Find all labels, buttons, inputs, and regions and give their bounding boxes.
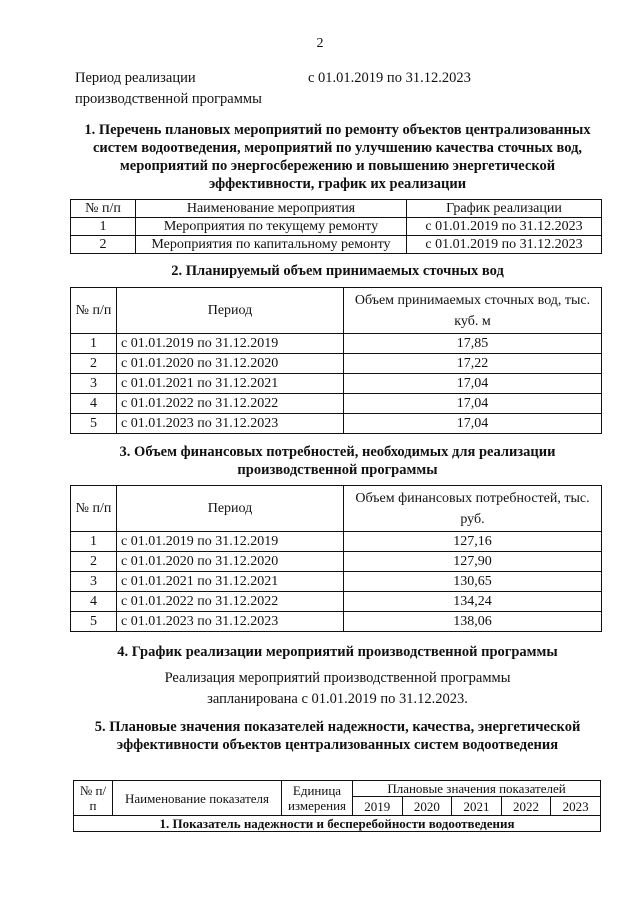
table-row: [71, 612, 602, 632]
table-cell: с 01.01.2019 по 31.12.2019: [117, 532, 344, 552]
table-cell: с 01.01.2019 по 31.12.2019: [117, 334, 344, 354]
table-row: [71, 218, 602, 236]
table-cell: 127,16: [344, 532, 602, 552]
table-cell: 2: [71, 552, 117, 572]
column-header: 2023: [551, 797, 601, 816]
page-number: 2: [316, 36, 324, 51]
table-cell: Мероприятия по капитальному ремонту: [136, 236, 407, 254]
table-cell: 127,90: [344, 552, 602, 572]
column-header: 2021: [452, 797, 502, 816]
column-header: Объем принимаемых сточных вод, тыс. куб. м: [344, 288, 602, 334]
table-cell: с 01.01.2023 по 31.12.2023: [117, 414, 344, 434]
section5-title: 5. Плановые значения показателей надежности, качества, энергетической эффективности объектов централизованных систем водоотведения: [94, 719, 581, 753]
table-cell: 17,85: [344, 334, 602, 354]
column-header: 2022: [501, 797, 551, 816]
table-row: [74, 816, 601, 832]
table-row: [71, 552, 602, 572]
table-row: [71, 374, 602, 394]
table-cell: 4: [71, 394, 117, 414]
table-cell: Мероприятия по текущему ремонту: [136, 218, 407, 236]
table-header-row: [71, 200, 602, 218]
table-cell: с 01.01.2021 по 31.12.2021: [117, 374, 344, 394]
table-cell: с 01.01.2022 по 31.12.2022: [117, 592, 344, 612]
table-cell: с 01.01.2023 по 31.12.2023: [117, 612, 344, 632]
section1-title: 1. Перечень плановых мероприятий по ремонту объектов централизованных систем водоотведения, мероприятий по улучшению качества сточных вод, мероприятий по энергосбережению и повышению энергетической эффективности, график их реализации: [84, 122, 591, 192]
indicators-table: [73, 780, 601, 832]
table-subheader: 1. Показатель надежности и бесперебойности водоотведения: [74, 816, 601, 832]
period-label-line1: Период реализации: [75, 70, 196, 86]
table-cell: 17,04: [344, 374, 602, 394]
column-header: Период: [117, 288, 344, 334]
column-header: 2019: [353, 797, 403, 816]
table-row: [71, 394, 602, 414]
period-label: [75, 68, 262, 110]
column-header: 2020: [402, 797, 452, 816]
table-cell: с 01.01.2020 по 31.12.2020: [117, 552, 344, 572]
column-header: Наименование показателя: [113, 781, 282, 816]
column-header: № п/п: [71, 288, 117, 334]
section4-title: 4. График реализации мероприятий производственной программы: [117, 644, 558, 660]
table-header-row: [74, 781, 601, 797]
section3-title: 3. Объем финансовых потребностей, необходимых для реализации производственной программы: [119, 444, 556, 478]
period-label-line2: производственной программы: [75, 91, 262, 107]
table-cell: 4: [71, 592, 117, 612]
table-row: [71, 334, 602, 354]
column-header: График реализации: [407, 200, 602, 218]
table-cell: с 01.01.2020 по 31.12.2020: [117, 354, 344, 374]
table-cell: 17,22: [344, 354, 602, 374]
table-header-row: [71, 486, 602, 532]
table-cell: с 01.01.2022 по 31.12.2022: [117, 394, 344, 414]
table-cell: 5: [71, 612, 117, 632]
wastewater-volume-table: [70, 287, 602, 434]
table-cell: с 01.01.2021 по 31.12.2021: [117, 572, 344, 592]
table-cell: 138,06: [344, 612, 602, 632]
table-cell: 17,04: [344, 394, 602, 414]
table-cell: 2: [71, 354, 117, 374]
measures-table: [70, 199, 602, 254]
table-row: [71, 532, 602, 552]
table-cell: 1: [71, 334, 117, 354]
table-cell: 3: [71, 572, 117, 592]
column-header: Объем финансовых потребностей, тыс. руб.: [344, 486, 602, 532]
table-row: [71, 236, 602, 254]
column-header: Единица измерения: [282, 781, 353, 816]
table-row: [71, 354, 602, 374]
table-row: [71, 414, 602, 434]
table-cell: 1: [71, 532, 117, 552]
section4-text: Реализация мероприятий производственной программы запланирована с 01.01.2019 по 31.12.2023.: [164, 670, 511, 707]
table-cell: 3: [71, 374, 117, 394]
section2-title: 2. Планируемый объем принимаемых сточных вод: [171, 263, 504, 279]
column-header: № п/п: [71, 200, 136, 218]
table-cell: 130,65: [344, 572, 602, 592]
table-row: [71, 592, 602, 612]
column-header: № п/п: [74, 781, 113, 816]
table-cell: 17,04: [344, 414, 602, 434]
column-header: № п/п: [71, 486, 117, 532]
column-header: Плановые значения показателей: [353, 781, 601, 797]
table-row: [71, 572, 602, 592]
column-header: Наименование мероприятия: [136, 200, 407, 218]
table-cell: 5: [71, 414, 117, 434]
column-header: Период: [117, 486, 344, 532]
table-cell: 134,24: [344, 592, 602, 612]
period-value: с 01.01.2019 по 31.12.2023: [308, 70, 471, 86]
financial-needs-table: [70, 485, 602, 632]
table-header-row: [71, 288, 602, 334]
table-cell: 1: [71, 218, 136, 236]
table-cell: 2: [71, 236, 136, 254]
table-cell: с 01.01.2019 по 31.12.2023: [407, 236, 602, 254]
table-cell: с 01.01.2019 по 31.12.2023: [407, 218, 602, 236]
